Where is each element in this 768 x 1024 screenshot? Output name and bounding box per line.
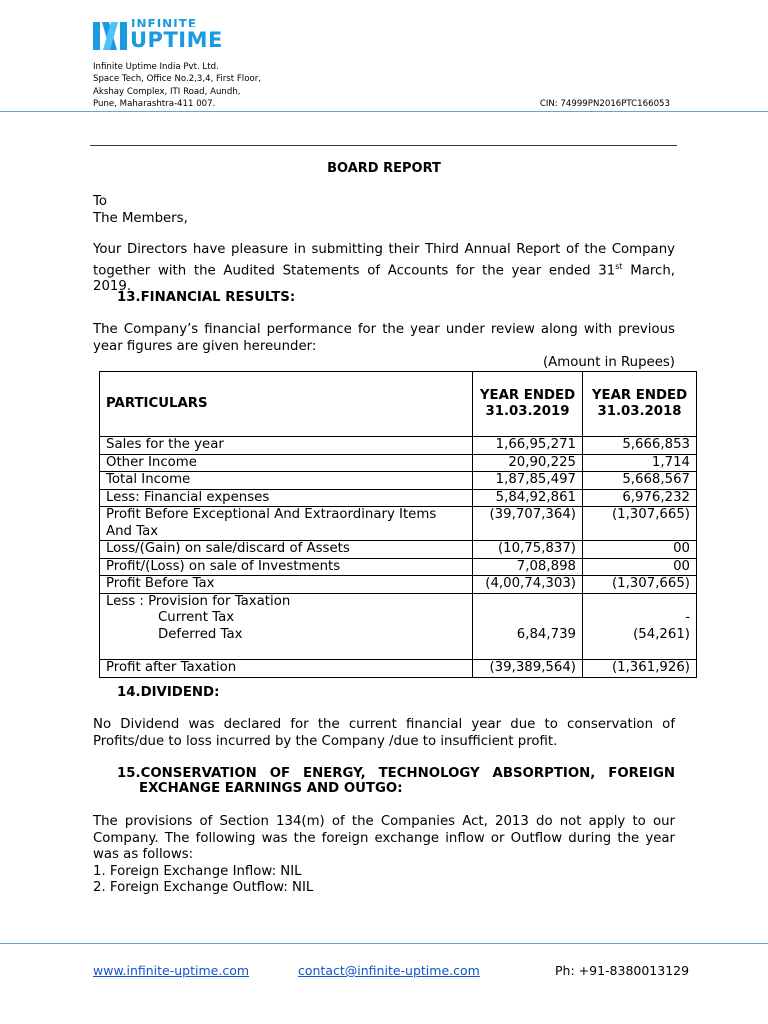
- dividend-text: No Dividend was declared for the current financial year due to conservation of Profits/due to loss incurred by the Company /due to insufficient profit.: [93, 717, 675, 749]
- col-header-2019-line1: YEAR ENDED: [479, 387, 576, 403]
- company-logo: [93, 18, 233, 54]
- header-divider: [0, 111, 768, 112]
- row-value-2018: 6,976,232: [583, 489, 697, 507]
- address-line: Infinite Uptime India Pvt. Ltd.: [93, 62, 219, 72]
- row-label: Profit/(Loss) on sale of Investments: [100, 558, 473, 576]
- table-row: [100, 558, 697, 576]
- table-row-tax-provision: [100, 593, 697, 660]
- section-heading-financial: [117, 290, 295, 305]
- financial-results-table: [99, 371, 697, 678]
- company-address: [93, 61, 261, 110]
- section-title: DIVIDEND:: [140, 685, 220, 700]
- col-header-2018-line2: 31.03.2018: [597, 404, 682, 419]
- conservation-heading-line2: EXCHANGE EARNINGS AND OUTGO:: [139, 781, 403, 796]
- salutation-members: The Members,: [93, 210, 188, 226]
- section-number: 14.: [117, 685, 141, 700]
- section-title: FINANCIAL RESULTS:: [140, 290, 296, 305]
- table-row: [100, 576, 697, 594]
- row-value-2019: 7,08,898: [473, 558, 583, 576]
- row-label: Total Income: [100, 472, 473, 490]
- row-value-2018: 00: [583, 541, 697, 559]
- table-row: [100, 437, 697, 455]
- col-header-2019-line2: 31.03.2019: [485, 404, 570, 419]
- logo-name-text: UPTIME: [130, 28, 223, 52]
- conservation-paragraph: The provisions of Section 134(m) of the Companies Act, 2013 do not apply to our Company. The following was the foreign exchange inflow or Outflow during the year was as follows:: [93, 814, 675, 862]
- row-value-2019: (39,707,364): [473, 507, 583, 541]
- financial-intro: The Company’s financial performance for the year under review along with previous year figures are given hereunder:: [93, 322, 675, 354]
- table-row: [100, 507, 697, 541]
- table-header-row: [100, 372, 697, 437]
- page-title: BOARD REPORT: [327, 161, 441, 176]
- title-rule: [90, 145, 677, 146]
- logo-top-text: INFINITE: [131, 18, 198, 27]
- row-value-2019: 5,84,92,861: [473, 489, 583, 507]
- section-heading-dividend: [117, 685, 219, 700]
- row-label: Sales for the year: [100, 437, 473, 455]
- table-row: [100, 472, 697, 490]
- intro-paragraph: [93, 242, 675, 296]
- tax-values-2018: [583, 593, 697, 660]
- conservation-heading-line1: [117, 766, 675, 781]
- section-title: CONSERVATION OF ENERGY, TECHNOLOGY ABSORPTION, FOREIGN: [140, 766, 675, 781]
- table-row: [100, 660, 697, 678]
- provision-label: Less : Provision for Taxation: [106, 593, 291, 609]
- intro-text: Your Directors have pleasure in submitting their Third Annual Report of the Company together with the Audited Statements of Accounts for the year ended 31: [93, 242, 675, 278]
- footer-divider: [0, 943, 768, 944]
- col-header-particulars: PARTICULARS: [100, 372, 473, 437]
- row-value-2019: (10,75,837): [473, 541, 583, 559]
- row-label: Other Income: [100, 454, 473, 472]
- row-value-2018: 5,666,853: [583, 437, 697, 455]
- row-value-2019: 20,90,225: [473, 454, 583, 472]
- row-value-2019: 1,66,95,271: [473, 437, 583, 455]
- row-value-2019: (4,00,74,303): [473, 576, 583, 594]
- website-link[interactable]: www.infinite-uptime.com: [93, 963, 250, 978]
- tax-values-2019: [473, 593, 583, 660]
- row-label: Loss/(Gain) on sale/discard of Assets: [100, 541, 473, 559]
- col-header-2018: [583, 372, 697, 437]
- address-line: Akshay Complex, ITI Road, Aundh,: [93, 86, 241, 97]
- amount-unit-note: (Amount in Rupees): [542, 355, 675, 370]
- deferred-tax-2019: 6,84,739: [516, 626, 576, 642]
- col-header-2018-line1: YEAR ENDED: [591, 387, 688, 403]
- address-line: Space Tech, Office No.2,3,4, First Floor,: [93, 74, 261, 85]
- address-line: Pune, Maharashtra-411 007.: [93, 98, 216, 109]
- logo-mark-icon: [93, 22, 127, 50]
- email-link[interactable]: contact@infinite-uptime.com: [298, 963, 480, 978]
- cin-number: CIN: 74999PN2016PTC166053: [539, 99, 670, 109]
- deferred-tax-2018: (54,261): [633, 626, 690, 642]
- intro-superscript: st: [615, 261, 623, 271]
- section-heading-conservation: [117, 766, 675, 796]
- section-number: 15.: [117, 766, 141, 781]
- tax-provision-labels: [100, 593, 473, 660]
- col-header-2019: [473, 372, 583, 437]
- current-tax-label: Current Tax: [158, 610, 235, 625]
- salutation: [93, 194, 675, 227]
- row-label: Less: Financial expenses: [100, 489, 473, 507]
- row-value-2018: 1,714: [583, 454, 697, 472]
- list-item: 1. Foreign Exchange Inflow: NIL: [93, 863, 302, 879]
- row-value-2018: (1,361,926): [583, 660, 697, 678]
- row-value-2018: (1,307,665): [583, 576, 697, 594]
- section-number: 13.: [117, 290, 141, 305]
- intro-text-end: March, 2019.: [93, 262, 675, 295]
- table-row: [100, 541, 697, 559]
- row-label: Profit Before Tax: [100, 576, 473, 594]
- phone-number: Ph: +91-8380013129: [555, 963, 690, 978]
- table-row: [100, 454, 697, 472]
- salutation-to: To: [93, 194, 107, 209]
- row-value-2019: (39,389,564): [473, 660, 583, 678]
- row-value-2018: 5,668,567: [583, 472, 697, 490]
- row-value-2018: 00: [583, 558, 697, 576]
- table-row: [100, 489, 697, 507]
- row-label: Profit Before Exceptional And Extraordinary Items And Tax: [100, 507, 473, 541]
- row-label: Profit after Taxation: [100, 660, 473, 678]
- current-tax-2018: -: [685, 610, 690, 625]
- row-value-2018: (1,307,665): [583, 507, 697, 541]
- conservation-text: [93, 814, 675, 897]
- deferred-tax-label: Deferred Tax: [158, 626, 243, 642]
- list-item: 2. Foreign Exchange Outflow: NIL: [93, 880, 314, 895]
- row-value-2019: 1,87,85,497: [473, 472, 583, 490]
